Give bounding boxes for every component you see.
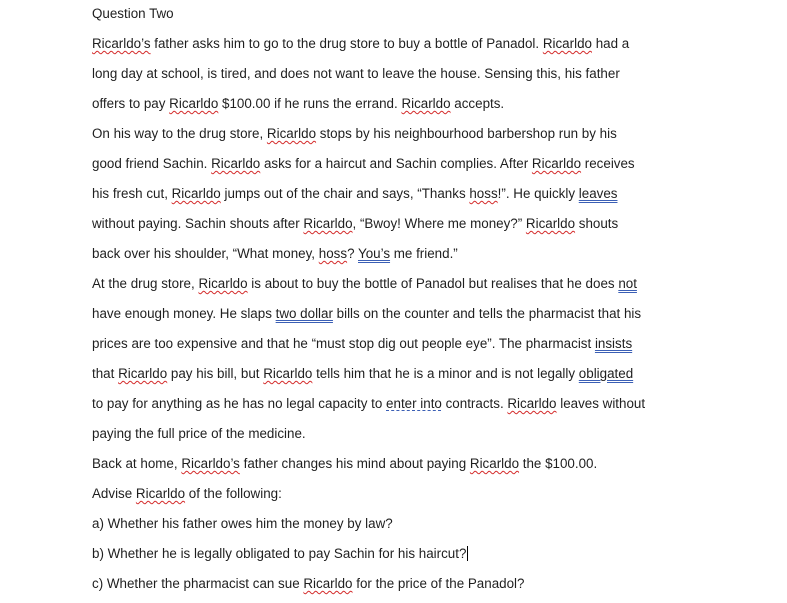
- spelling-underline[interactable]: Ricarldo: [542, 36, 592, 51]
- text-run: Advise: [92, 486, 136, 501]
- text-line: [92, 336, 632, 352]
- text-line: [92, 246, 458, 262]
- text-line: [92, 216, 618, 232]
- text-run: to pay for anything as he has no legal capacity to: [92, 396, 387, 411]
- text-run: tells him that he is a minor and is not legally: [312, 366, 579, 381]
- text-line: [92, 306, 641, 322]
- spelling-underline[interactable]: Ricarldo: [266, 126, 317, 141]
- spelling-underline[interactable]: Ricarldo: [198, 276, 248, 291]
- text-run: On his way to the drug store,: [92, 126, 267, 141]
- text-line: [92, 486, 282, 502]
- text-run: paying the full price of the medicine.: [92, 426, 306, 441]
- grammar-underline[interactable]: two dollar: [275, 306, 333, 321]
- text-line: [92, 36, 629, 52]
- text-run: father changes his mind about paying: [239, 456, 470, 471]
- text-run: bills on the counter and tells the pharmacist that his: [332, 306, 642, 321]
- text-line: [92, 576, 524, 592]
- text-line: [92, 276, 637, 292]
- text-line: [92, 66, 620, 82]
- spelling-underline[interactable]: Ricarldo: [135, 486, 186, 501]
- text-run: long day at school, is tired, and does not want to leave the house. Sensing this, his father: [92, 66, 620, 81]
- text-run: $100.00 if he runs the errand.: [218, 96, 402, 111]
- text-line: [92, 426, 306, 442]
- text-run: shouts: [575, 216, 619, 231]
- text-run: a) Whether his father owes him the money by law?: [92, 516, 393, 531]
- text-cursor: [467, 546, 468, 561]
- spelling-underline[interactable]: Ricarldo: [401, 96, 451, 111]
- spelling-underline[interactable]: Ricarldo’s: [181, 456, 240, 471]
- text-run: his fresh cut,: [92, 186, 172, 201]
- text-run: !”. He quickly: [497, 186, 579, 201]
- grammar-underline[interactable]: obligated: [578, 366, 634, 381]
- text-run: the $100.00.: [519, 456, 598, 471]
- text-run: of the following:: [185, 486, 282, 501]
- text-run: that: [92, 366, 119, 381]
- spelling-underline[interactable]: Ricarldo: [469, 456, 520, 471]
- text-line: [92, 396, 645, 412]
- spelling-underline[interactable]: Ricarldo: [531, 156, 582, 171]
- spelling-underline[interactable]: Ricarldo: [169, 96, 219, 111]
- spelling-underline[interactable]: Ricarldo: [303, 576, 353, 591]
- text-run: leaves without: [556, 396, 646, 411]
- text-run: c) Whether the pharmacist can sue: [92, 576, 304, 591]
- text-line: [92, 366, 633, 382]
- text-run: b) Whether he is legally obligated to pay Sachin for his haircut?: [92, 546, 467, 561]
- text-run: stops by his neighbourhood barbershop run by his: [316, 126, 617, 141]
- grammar-underline[interactable]: You’s: [358, 246, 391, 261]
- spelling-underline[interactable]: Ricarldo: [118, 366, 168, 381]
- text-line: [92, 96, 504, 112]
- spelling-underline[interactable]: Ricarldo: [507, 396, 557, 411]
- text-run: without paying. Sachin shouts after: [92, 216, 304, 231]
- heading: Question Two: [92, 6, 174, 21]
- text-run: asks for a haircut and Sachin complies. After: [260, 156, 532, 171]
- text-run: back over his shoulder, “What money,: [92, 246, 319, 261]
- spelling-underline[interactable]: Ricarldo: [303, 216, 353, 231]
- text-run: for the price of the Panadol?: [352, 576, 525, 591]
- text-run: is about to buy the bottle of Panadol but realises that he does: [247, 276, 619, 291]
- spelling-underline[interactable]: Ricarldo: [263, 366, 313, 381]
- text-line: [92, 516, 393, 532]
- spelling-underline[interactable]: Ricarldo: [525, 216, 576, 231]
- spelling-underline[interactable]: Ricarldo’s: [92, 36, 151, 51]
- text-line: [92, 126, 617, 142]
- text-run: ?: [347, 246, 358, 261]
- text-run: Back at home,: [92, 456, 182, 471]
- text-run: , “Bwoy! Where me money?”: [352, 216, 526, 231]
- spelling-underline[interactable]: hoss: [318, 246, 348, 261]
- spelling-underline[interactable]: hoss: [469, 186, 498, 201]
- text-run: contracts.: [441, 396, 508, 411]
- text-line: [92, 186, 617, 202]
- clarity-underline[interactable]: enter into: [386, 396, 442, 411]
- text-run: offers to pay: [92, 96, 170, 111]
- grammar-underline[interactable]: insists: [594, 336, 633, 351]
- text-run: receives: [581, 156, 635, 171]
- text-line: [92, 546, 468, 562]
- text-run: had a: [591, 36, 630, 51]
- text-run: pay his bill, but: [167, 366, 264, 381]
- text-run: jumps out of the chair and says, “Thanks: [220, 186, 470, 201]
- text-line: [92, 156, 635, 172]
- text-run: At the drug store,: [92, 276, 199, 291]
- text-run: have enough money. He slaps: [92, 306, 276, 321]
- text-run: prices are too expensive and that he “must stop dig out people eye”. The pharmacist: [92, 336, 595, 351]
- grammar-underline[interactable]: not: [618, 276, 637, 291]
- text-run: me friend.”: [390, 246, 458, 261]
- spelling-underline[interactable]: Ricarldo: [211, 156, 261, 171]
- text-run: father asks him to go to the drug store to buy a bottle of Panadol.: [150, 36, 543, 51]
- grammar-underline[interactable]: leaves: [578, 186, 618, 201]
- text-line: [92, 456, 597, 472]
- spelling-underline[interactable]: Ricarldo: [171, 186, 221, 201]
- text-run: accepts.: [450, 96, 505, 111]
- text-run: good friend Sachin.: [92, 156, 212, 171]
